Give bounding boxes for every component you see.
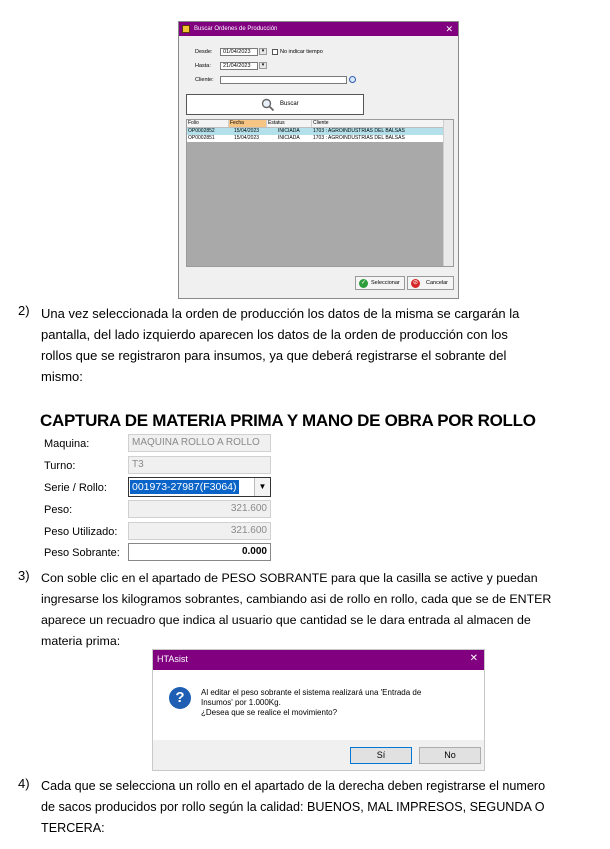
step-number: 2) [18, 303, 30, 318]
question-icon: ? [169, 687, 191, 709]
check-icon: ✓ [360, 280, 367, 286]
cancel-icon: ⊘ [412, 280, 419, 286]
paragraph-4 [41, 776, 601, 839]
text-line: Cada que se selecciona un rollo en el apartado de la derecha deben registrarse el numero [41, 779, 546, 793]
ordenes-grid [186, 119, 454, 267]
close-icon[interactable]: ✕ [469, 653, 478, 664]
no-indicar-checkbox[interactable] [272, 49, 278, 55]
app-icon [182, 25, 190, 33]
column-cliente[interactable]: Cliente [312, 120, 446, 127]
cancelar-button[interactable] [407, 276, 454, 290]
step-number: 3) [18, 568, 30, 583]
close-icon[interactable]: ✕ [445, 24, 453, 34]
message-line: ¿Desea que se realice el movimiento? [201, 708, 338, 717]
dialog-message [201, 688, 421, 718]
serie-rollo-value: 001973-27987(F3064) [132, 481, 237, 493]
dialog-titlebar [179, 22, 458, 36]
message-line: Al editar el peso sobrante el sistema realizará una 'Entrada de [201, 688, 422, 697]
cancelar-label: Cancelar [426, 280, 449, 286]
text-line: Con soble clic en el apartado de PESO SOBRANTE para que la casilla se active y puedan [41, 571, 538, 585]
desde-label: Desde: [195, 49, 213, 55]
dialog-title: Buscar Ordenes de Producción [194, 26, 278, 32]
text-line: pantalla, del lado izquierdo aparecen los datos de la orden de producción con los [41, 327, 508, 342]
folio-cell: OP0002852 [188, 128, 215, 134]
serie-rollo-dropdown[interactable] [128, 477, 271, 497]
peso-sobrante-field[interactable]: 0.000 [128, 543, 271, 561]
dialog-titlebar [153, 650, 484, 670]
folio-cell: OP0002851 [188, 135, 215, 141]
hasta-date-field[interactable]: 21/04/2023 [220, 62, 258, 70]
turno-field: T3 [128, 456, 271, 474]
calendar-dropdown-icon[interactable]: ▾ [259, 62, 267, 69]
estatus-cell: INICIADA [278, 135, 300, 141]
cliente-cell: 1703 : AGROINDUSTRIAS DEL BALSAS [313, 128, 405, 134]
buscar-button[interactable] [186, 94, 364, 115]
text-line: ingresarse los kilogramos sobrantes, cambiando asi de rollo en rollo, cada que se de ENTER [41, 592, 552, 606]
text-line: Una vez seleccionada la orden de producción los datos de la misma se cargarán la [41, 306, 520, 321]
column-fecha[interactable]: Fecha [229, 120, 267, 127]
text-line: mismo: [41, 369, 83, 384]
no-indicar-label: No indicar tiempo [280, 49, 323, 55]
column-estatus[interactable]: Estatus [267, 120, 312, 127]
fecha-cell: 15/04/2023 [234, 128, 260, 134]
desde-date-field[interactable]: 01/04/2023 [220, 48, 258, 56]
paragraph-3 [41, 568, 606, 652]
dialog-title: HTAsist [157, 654, 188, 664]
text-line: TERCERA: [41, 821, 105, 835]
paragraph-2 [41, 303, 601, 387]
grid-header [187, 120, 446, 128]
hasta-label: Hasta: [195, 63, 211, 69]
search-client-icon[interactable] [349, 76, 356, 83]
cliente-cell: 1703 : AGROINDUSTRIAS DEL BALSAS [313, 135, 405, 141]
magnifier-icon [261, 98, 275, 112]
table-row[interactable] [187, 128, 446, 135]
yes-button[interactable]: Sí [350, 747, 412, 764]
step-number: 4) [18, 776, 30, 791]
peso-utilizado-label: Peso Utilizado: [44, 526, 118, 538]
seleccionar-button[interactable] [355, 276, 405, 290]
maquina-field: MAQUINA ROLLO A ROLLO [128, 434, 271, 452]
htasist-dialog [152, 649, 485, 771]
serie-rollo-label: Serie / Rollo: [44, 482, 107, 494]
buscar-ordenes-dialog [178, 21, 459, 299]
table-row[interactable] [187, 135, 446, 142]
cliente-field[interactable] [220, 76, 347, 84]
maquina-label: Maquina: [44, 438, 90, 450]
buscar-label: Buscar [280, 101, 299, 107]
no-button[interactable]: No [419, 747, 481, 764]
message-line: Insumos' por 1.000Kg. [201, 698, 281, 707]
text-line: rollos que se registraron para insumos, ya que deberá registrarse el sobrante del [41, 348, 507, 363]
estatus-cell: INICIADA [278, 128, 300, 134]
grid-scrollbar[interactable] [443, 120, 453, 266]
dialog-footer [153, 740, 484, 770]
seleccionar-label: Seleccionar [371, 280, 400, 286]
text-line: de sacos producidos por rollo según la calidad: BUENOS, MAL IMPRESOS, SEGUNDA O [41, 800, 545, 814]
turno-label: Turno: [44, 460, 76, 472]
peso-label: Peso: [44, 504, 73, 516]
chevron-down-icon[interactable]: ▼ [254, 478, 270, 496]
peso-sobrante-label: Peso Sobrante: [44, 547, 120, 559]
captura-title: CAPTURA DE MATERIA PRIMA Y MANO DE OBRA POR ROLLO [40, 411, 536, 430]
column-folio[interactable]: Folio [187, 120, 229, 127]
cliente-label: Cliente: [195, 77, 214, 83]
peso-utilizado-field: 321.600 [128, 522, 271, 540]
calendar-dropdown-icon[interactable]: ▾ [259, 48, 267, 55]
peso-field: 321.600 [128, 500, 271, 518]
text-line: aparece un recuadro que indica al usuario que cantidad se le dara entrada al almacen de [41, 613, 531, 627]
fecha-cell: 15/04/2023 [234, 135, 260, 141]
text-line: materia prima: [41, 634, 121, 648]
